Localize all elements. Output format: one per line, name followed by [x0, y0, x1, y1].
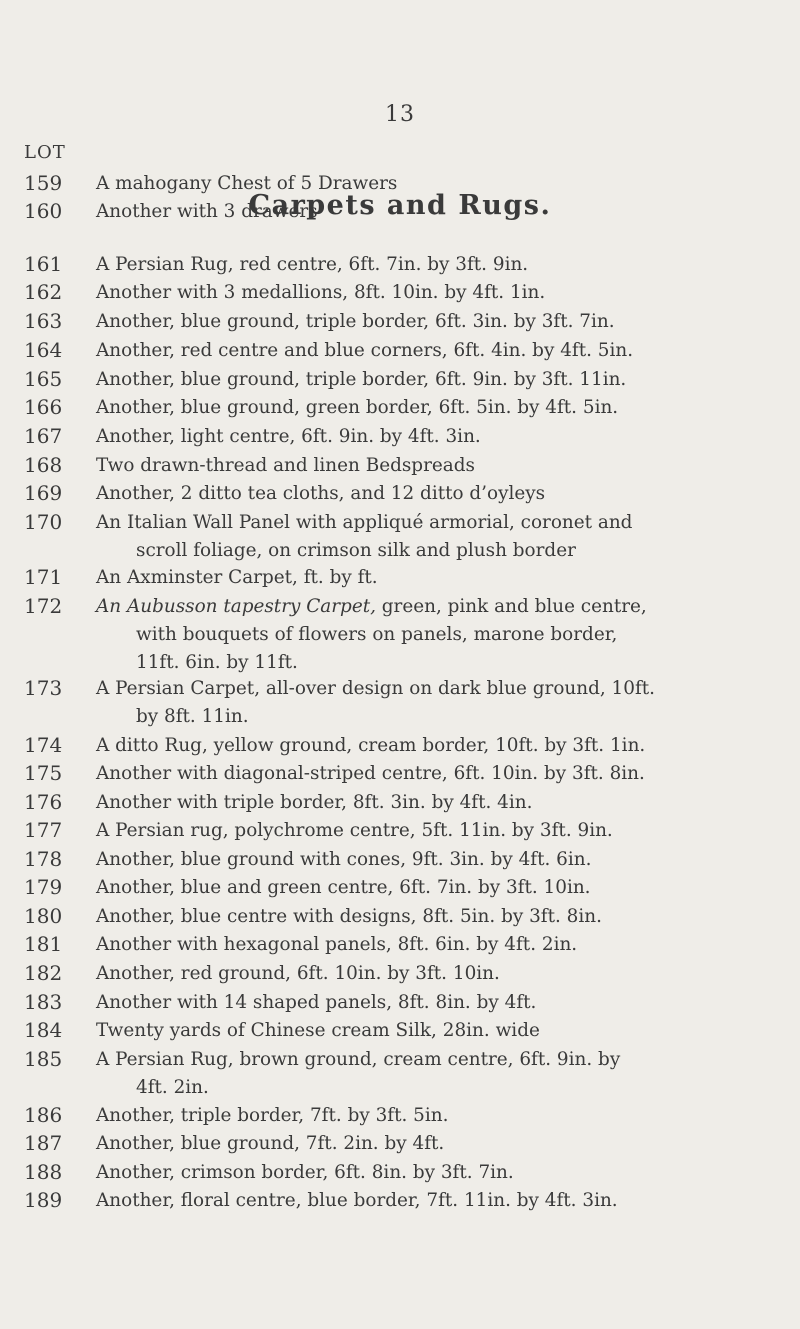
lot-description: Another, 2 ditto tea cloths, and 12 ditto d’oyleys	[96, 483, 546, 504]
lot-number: 175	[24, 761, 63, 785]
lot-description-italic: An Aubusson tapestry Carpet,	[96, 596, 376, 617]
lot-number: 183	[24, 990, 63, 1014]
lot-description: Another with 3 drawers	[96, 201, 318, 222]
lot-description: Another, blue ground, triple border, 6ft. 3in. by 3ft. 7in.	[96, 311, 615, 332]
lot-description: Another, light centre, 6ft. 9in. by 4ft. 3in.	[96, 426, 481, 447]
lot-number: 169	[24, 481, 63, 505]
lot-number: 160	[24, 199, 63, 223]
page-number: 13	[385, 102, 415, 127]
lot-number: 162	[24, 280, 63, 304]
lot-number: 182	[24, 961, 63, 985]
lot-description: Another, crimson border, 6ft. 8in. by 3ft. 7in.	[96, 1162, 514, 1183]
lot-number: 171	[24, 565, 63, 589]
lot-description-continued: 4ft. 2in.	[136, 1077, 209, 1098]
lot-description: An Axminster Carpet, ft. by ft.	[96, 567, 378, 588]
lot-description: A Persian Rug, brown ground, cream centre, 6ft. 9in. by	[96, 1049, 621, 1070]
lot-description: Another, blue centre with designs, 8ft. 5in. by 3ft. 8in.	[96, 906, 602, 927]
lot-number: 166	[24, 395, 63, 419]
lot-description: Another, blue ground, 7ft. 2in. by 4ft.	[96, 1133, 445, 1154]
lot-number: 176	[24, 790, 63, 814]
lot-number: 165	[24, 367, 63, 391]
lot-number: 180	[24, 904, 63, 928]
lot-number: 164	[24, 338, 63, 362]
lot-description: Another with 14 shaped panels, 8ft. 8in. by 4ft.	[96, 992, 537, 1013]
lot-description: Another, triple border, 7ft. by 3ft. 5in.	[96, 1105, 449, 1126]
section-title: Carpets and Rugs.	[248, 190, 552, 221]
lot-number: 181	[24, 932, 63, 956]
lot-description: An Italian Wall Panel with appliqué armorial, coronet and	[96, 512, 633, 533]
lot-number: 168	[24, 453, 63, 477]
lot-description: A Persian Carpet, all-over design on dark blue ground, 10ft.	[96, 678, 655, 699]
lot-description: Another with diagonal-striped centre, 6ft. 10in. by 3ft. 8in.	[96, 763, 645, 784]
lot-number: 170	[24, 510, 63, 534]
lot-column-header: LOT	[24, 142, 66, 163]
lot-description-rest: green, pink and blue centre,	[375, 596, 647, 617]
lot-description	[96, 594, 776, 619]
lot-description: A mahogany Chest of 5 Drawers	[96, 173, 398, 194]
lot-number: 174	[24, 733, 63, 757]
lot-number: 163	[24, 309, 63, 333]
lot-description: Another with triple border, 8ft. 3in. by 4ft. 4in.	[96, 792, 533, 813]
lot-description: Another, blue ground, triple border, 6ft. 9in. by 3ft. 11in.	[96, 369, 627, 390]
lot-description: A Persian Rug, red centre, 6ft. 7in. by 3ft. 9in.	[96, 254, 529, 275]
lot-number: 185	[24, 1047, 63, 1071]
lot-description-continued: scroll foliage, on crimson silk and plush border	[136, 540, 576, 561]
lot-number: 178	[24, 847, 63, 871]
lot-number: 184	[24, 1018, 63, 1042]
lot-description: Another, red ground, 6ft. 10in. by 3ft. 10in.	[96, 963, 500, 984]
lot-description: Twenty yards of Chinese cream Silk, 28in. wide	[96, 1020, 540, 1041]
lot-description: Another with 3 medallions, 8ft. 10in. by 4ft. 1in.	[96, 282, 546, 303]
lot-description: A Persian rug, polychrome centre, 5ft. 11in. by 3ft. 9in.	[96, 820, 613, 841]
lot-number: 177	[24, 818, 63, 842]
lot-description-continued: 11ft. 6in. by 11ft.	[136, 652, 298, 673]
lot-number: 173	[24, 676, 63, 700]
lot-number: 187	[24, 1131, 63, 1155]
lot-number: 186	[24, 1103, 63, 1127]
lot-description: Another with hexagonal panels, 8ft. 6in. by 4ft. 2in.	[96, 934, 578, 955]
lot-description: Another, floral centre, blue border, 7ft. 11in. by 4ft. 3in.	[96, 1190, 618, 1211]
lot-number: 172	[24, 594, 63, 618]
lot-number: 159	[24, 171, 63, 195]
lot-description: Another, blue and green centre, 6ft. 7in. by 3ft. 10in.	[96, 877, 591, 898]
lot-description: A ditto Rug, yellow ground, cream border, 10ft. by 3ft. 1in.	[96, 735, 646, 756]
lot-description: Another, red centre and blue corners, 6ft. 4in. by 4ft. 5in.	[96, 340, 634, 361]
lot-number: 167	[24, 424, 63, 448]
lot-description: Two drawn-thread and linen Bedspreads	[96, 455, 475, 476]
lot-description-continued: by 8ft. 11in.	[136, 706, 249, 727]
lot-number: 189	[24, 1188, 63, 1212]
lot-number: 179	[24, 875, 63, 899]
lot-number: 161	[24, 252, 63, 276]
lot-description: Another, blue ground, green border, 6ft. 5in. by 4ft. 5in.	[96, 397, 619, 418]
lot-description-continued: with bouquets of flowers on panels, marone border,	[136, 624, 618, 645]
lot-number: 188	[24, 1160, 63, 1184]
lot-description: Another, blue ground with cones, 9ft. 3in. by 4ft. 6in.	[96, 849, 592, 870]
